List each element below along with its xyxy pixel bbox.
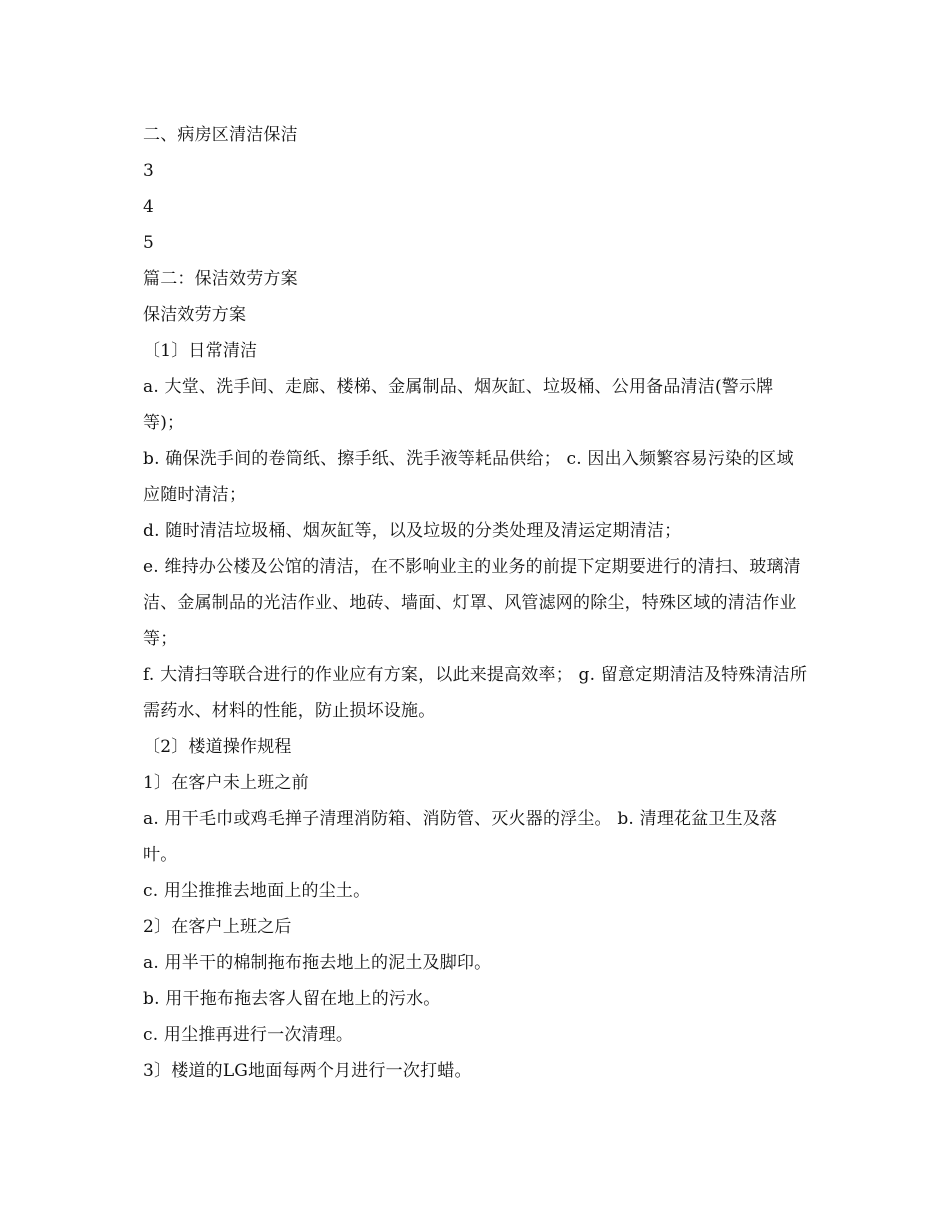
step-heading-after-work: 2〕在客户上班之后 bbox=[143, 917, 292, 937]
paragraph-step-2-b: b. 用干拖布拖去客人留在地上的污水。 bbox=[143, 989, 441, 1009]
list-number-4: 4 bbox=[143, 197, 155, 217]
subsection-heading-corridor-procedures: 〔2〕楼道操作规程 bbox=[143, 737, 292, 757]
chapter-heading: 篇二：保洁效劳方案 bbox=[143, 269, 298, 289]
paragraph-item-f-g: f. 大清扫等联合进行的作业应有方案，以此来提高效率； g. 留意定期清洁及特殊清洁所需药水、材料的性能，防止损坏设施。 bbox=[143, 665, 808, 721]
paragraph-item-d: d. 随时清洁垃圾桶、烟灰缸等，以及垃圾的分类处理及清运定期清洁； bbox=[143, 521, 682, 541]
paragraph-item-a: a. 大堂、洗手间、走廊、楼梯、金属制品、烟灰缸、垃圾桶、公用备品清洁(警示牌等)； bbox=[143, 377, 774, 433]
document-body bbox=[143, 117, 808, 1089]
document-title: 保洁效劳方案 bbox=[143, 305, 247, 325]
paragraph-step-1-a-b: a. 用干毛巾或鸡毛掸子清理消防箱、消防管、灭火器的浮尘。 b. 清理花盆卫生及落叶。 bbox=[143, 809, 778, 865]
section-heading-ward-cleaning: 二、病房区清洁保洁 bbox=[143, 125, 298, 145]
list-number-3: 3 bbox=[143, 161, 155, 181]
paragraph-step-2-a: a. 用半干的棉制拖布拖去地上的泥土及脚印。 bbox=[143, 953, 492, 973]
paragraph-item-b-c: b. 确保洗手间的卷筒纸、擦手纸、洗手液等耗品供给； c. 因出入频繁容易污染的区域应随时清洁； bbox=[143, 449, 794, 505]
paragraph-step-3-waxing: 3〕楼道的LG地面每两个月进行一次打蜡。 bbox=[143, 1061, 472, 1081]
paragraph-item-e: e. 维持办公楼及公馆的清洁，在不影响业主的业务的前提下定期要进行的清扫、玻璃清洁、金属制品的光洁作业、地砖、墙面、灯罩、风管滤网的除尘，特殊区域的清洁作业等； bbox=[143, 557, 801, 649]
subsection-heading-daily-cleaning: 〔1〕日常清洁 bbox=[143, 341, 258, 361]
step-heading-before-work: 1〕在客户未上班之前 bbox=[143, 773, 309, 793]
paragraph-step-2-c: c. 用尘推再进行一次清理。 bbox=[143, 1025, 354, 1045]
list-number-5: 5 bbox=[143, 233, 155, 253]
paragraph-step-1-c: c. 用尘推推去地面上的尘土。 bbox=[143, 881, 371, 901]
